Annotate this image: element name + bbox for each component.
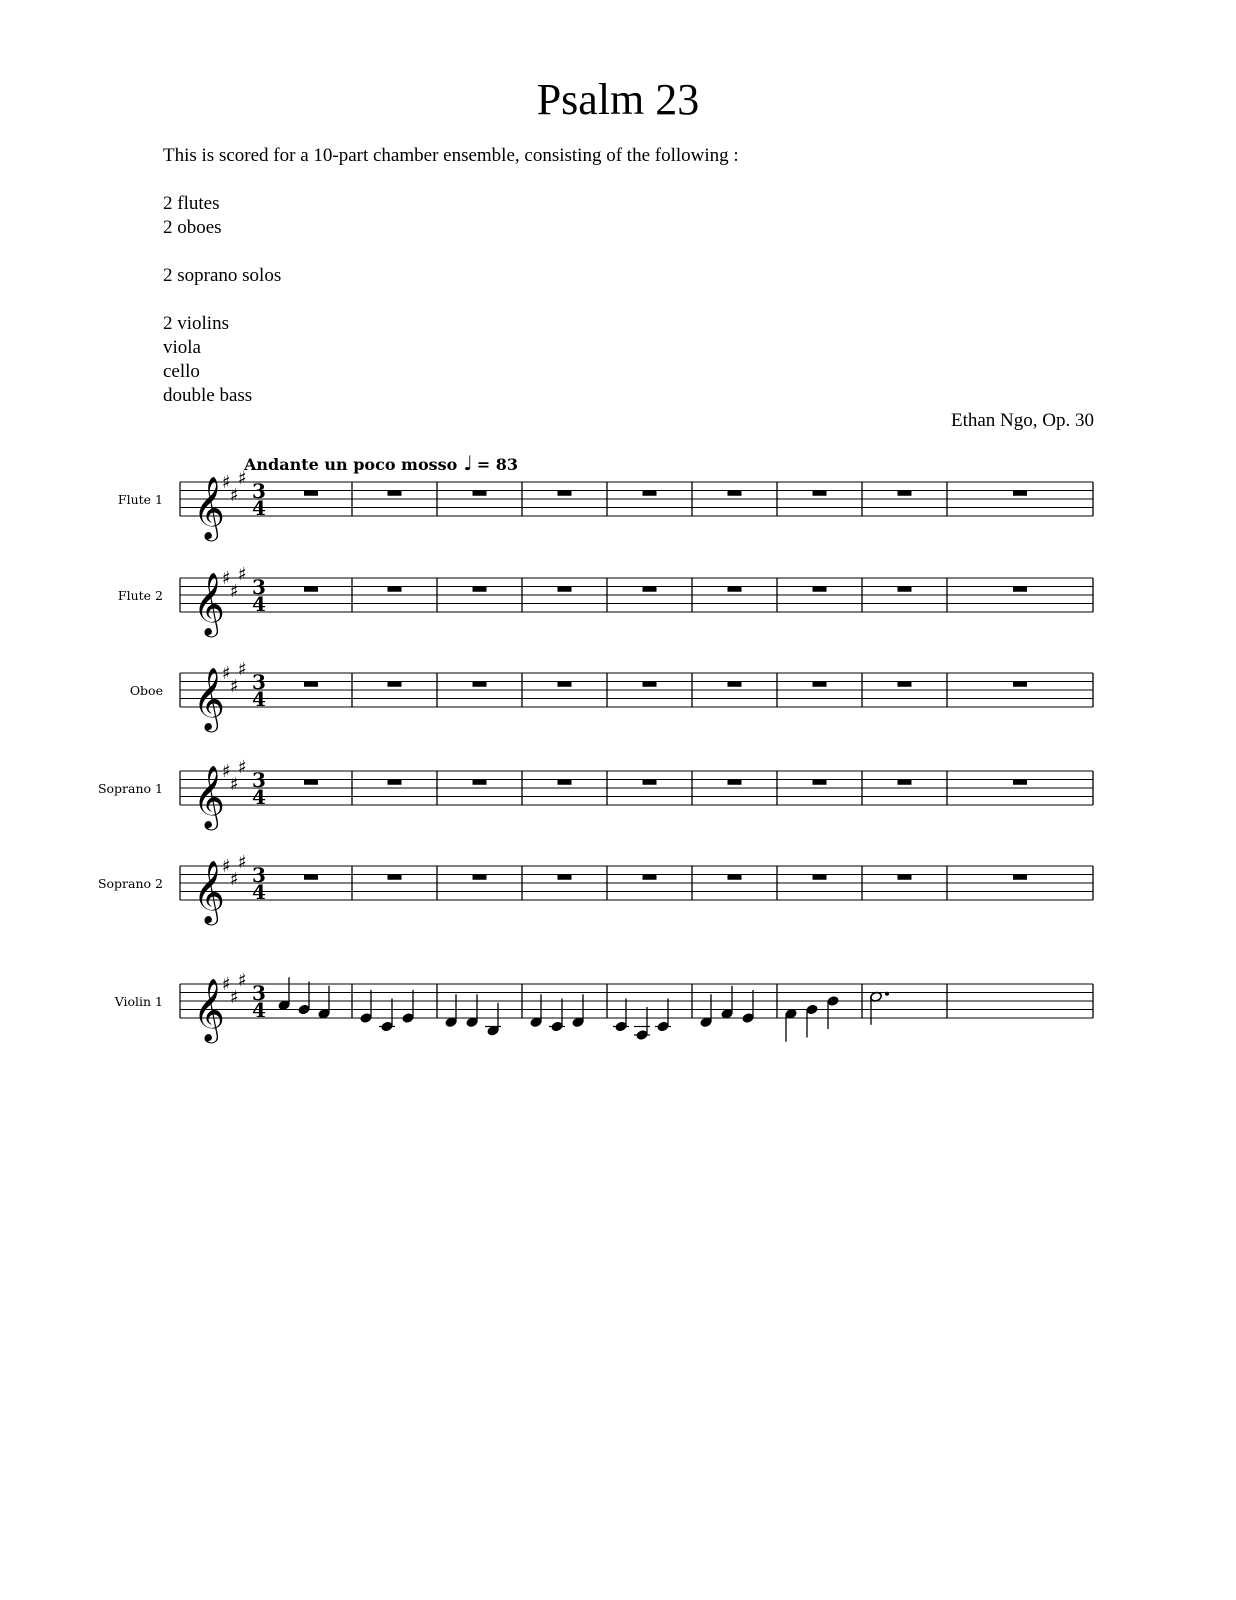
whole-rest-icon bbox=[813, 780, 827, 785]
sharp-icon: ♯ bbox=[238, 756, 247, 778]
staves bbox=[98, 468, 1093, 1044]
sharp-icon: ♯ bbox=[230, 675, 239, 697]
strings-line-1: 2 violins bbox=[163, 313, 229, 334]
whole-rest-icon bbox=[388, 587, 402, 592]
strings-line-2: viola bbox=[163, 337, 201, 358]
whole-rest-icon bbox=[643, 587, 657, 592]
winds-line-1: 2 flutes bbox=[163, 193, 220, 214]
sharp-icon: ♯ bbox=[238, 563, 247, 585]
instrument-label: Flute 1 bbox=[117, 492, 163, 507]
sharp-icon: ♯ bbox=[230, 773, 239, 795]
strings-line-4: double bass bbox=[163, 385, 253, 406]
sharp-icon: ♯ bbox=[238, 658, 247, 680]
whole-rest-icon bbox=[304, 587, 318, 592]
whole-rest-icon bbox=[898, 875, 912, 880]
instrument-label: Violin 1 bbox=[114, 994, 163, 1009]
treble-clef-icon: 𝄞 bbox=[193, 978, 225, 1041]
composer-credit: Ethan Ngo, Op. 30 bbox=[950, 410, 1094, 431]
whole-rest-icon bbox=[304, 682, 318, 687]
time-signature-lower: 4 bbox=[252, 880, 266, 904]
sharp-icon: ♯ bbox=[222, 974, 231, 995]
whole-rest-icon bbox=[558, 682, 572, 687]
whole-rest-icon bbox=[473, 780, 487, 785]
sharp-icon: ♯ bbox=[238, 851, 247, 873]
strings-line-3: cello bbox=[163, 361, 200, 382]
whole-rest-icon bbox=[1013, 780, 1027, 785]
sharp-icon: ♯ bbox=[222, 472, 231, 493]
whole-rest-icon bbox=[728, 780, 742, 785]
whole-rest-icon bbox=[728, 875, 742, 880]
sharp-icon: ♯ bbox=[230, 484, 239, 506]
whole-rest-icon bbox=[1013, 587, 1027, 592]
whole-rest-icon bbox=[898, 682, 912, 687]
whole-rest-icon bbox=[1013, 875, 1027, 880]
whole-rest-icon bbox=[898, 491, 912, 496]
whole-rest-icon bbox=[388, 491, 402, 496]
whole-rest-icon bbox=[558, 875, 572, 880]
whole-rest-icon bbox=[728, 491, 742, 496]
sharp-icon: ♯ bbox=[222, 568, 231, 589]
sharp-icon: ♯ bbox=[222, 761, 231, 782]
whole-rest-icon bbox=[898, 587, 912, 592]
sharp-icon: ♯ bbox=[230, 986, 239, 1008]
whole-rest-icon bbox=[728, 682, 742, 687]
whole-rest-icon bbox=[643, 682, 657, 687]
time-signature-upper: 3 bbox=[252, 768, 266, 792]
whole-rest-icon bbox=[643, 491, 657, 496]
whole-rest-icon bbox=[813, 587, 827, 592]
sharp-icon: ♯ bbox=[230, 580, 239, 602]
sharp-icon: ♯ bbox=[238, 467, 247, 489]
whole-rest-icon bbox=[558, 780, 572, 785]
whole-rest-icon bbox=[643, 780, 657, 785]
instrument-label: Oboe bbox=[129, 683, 163, 698]
winds-line-2: 2 oboes bbox=[163, 217, 222, 238]
treble-clef-icon: 𝄞 bbox=[193, 765, 225, 828]
whole-rest-icon bbox=[558, 491, 572, 496]
whole-rest-icon bbox=[813, 491, 827, 496]
whole-rest-icon bbox=[388, 875, 402, 880]
intro-line: This is scored for a 10-part chamber ensemble, consisting of the following : bbox=[163, 145, 739, 166]
whole-rest-icon bbox=[304, 875, 318, 880]
voices-line-1: 2 soprano solos bbox=[163, 265, 282, 286]
time-signature-upper: 3 bbox=[252, 670, 266, 694]
time-signature-upper: 3 bbox=[252, 981, 266, 1005]
whole-rest-icon bbox=[304, 491, 318, 496]
tempo-marking: Andante un poco mosso ♩ = 83 bbox=[244, 451, 519, 475]
sharp-icon: ♯ bbox=[222, 663, 231, 684]
whole-rest-icon bbox=[1013, 682, 1027, 687]
time-signature-lower: 4 bbox=[252, 592, 266, 616]
instrument-label: Soprano 2 bbox=[97, 876, 163, 891]
whole-rest-icon bbox=[388, 780, 402, 785]
treble-clef-icon: 𝄞 bbox=[193, 476, 225, 539]
time-signature-lower: 4 bbox=[252, 785, 266, 809]
sharp-icon: ♯ bbox=[222, 856, 231, 877]
time-signature-upper: 3 bbox=[252, 863, 266, 887]
whole-rest-icon bbox=[643, 875, 657, 880]
sharp-icon: ♯ bbox=[238, 969, 247, 991]
whole-rest-icon bbox=[558, 587, 572, 592]
whole-rest-icon bbox=[813, 875, 827, 880]
whole-rest-icon bbox=[1013, 491, 1027, 496]
whole-rest-icon bbox=[473, 875, 487, 880]
page-title: Psalm 23 bbox=[536, 75, 700, 124]
time-signature-lower: 4 bbox=[252, 998, 266, 1022]
whole-rest-icon bbox=[304, 780, 318, 785]
whole-rest-icon bbox=[813, 682, 827, 687]
time-signature-lower: 4 bbox=[252, 496, 266, 520]
treble-clef-icon: 𝄞 bbox=[193, 860, 225, 923]
instrument-label: Flute 2 bbox=[117, 588, 163, 603]
time-signature-upper: 3 bbox=[252, 575, 266, 599]
treble-clef-icon: 𝄞 bbox=[193, 572, 225, 635]
sharp-icon: ♯ bbox=[230, 868, 239, 890]
whole-rest-icon bbox=[388, 682, 402, 687]
whole-rest-icon bbox=[473, 491, 487, 496]
whole-rest-icon bbox=[473, 682, 487, 687]
time-signature-upper: 3 bbox=[252, 479, 266, 503]
whole-rest-icon bbox=[473, 587, 487, 592]
whole-rest-icon bbox=[728, 587, 742, 592]
treble-clef-icon: 𝄞 bbox=[193, 667, 225, 730]
time-signature-lower: 4 bbox=[252, 687, 266, 711]
whole-rest-icon bbox=[898, 780, 912, 785]
instrument-label: Soprano 1 bbox=[97, 781, 163, 796]
